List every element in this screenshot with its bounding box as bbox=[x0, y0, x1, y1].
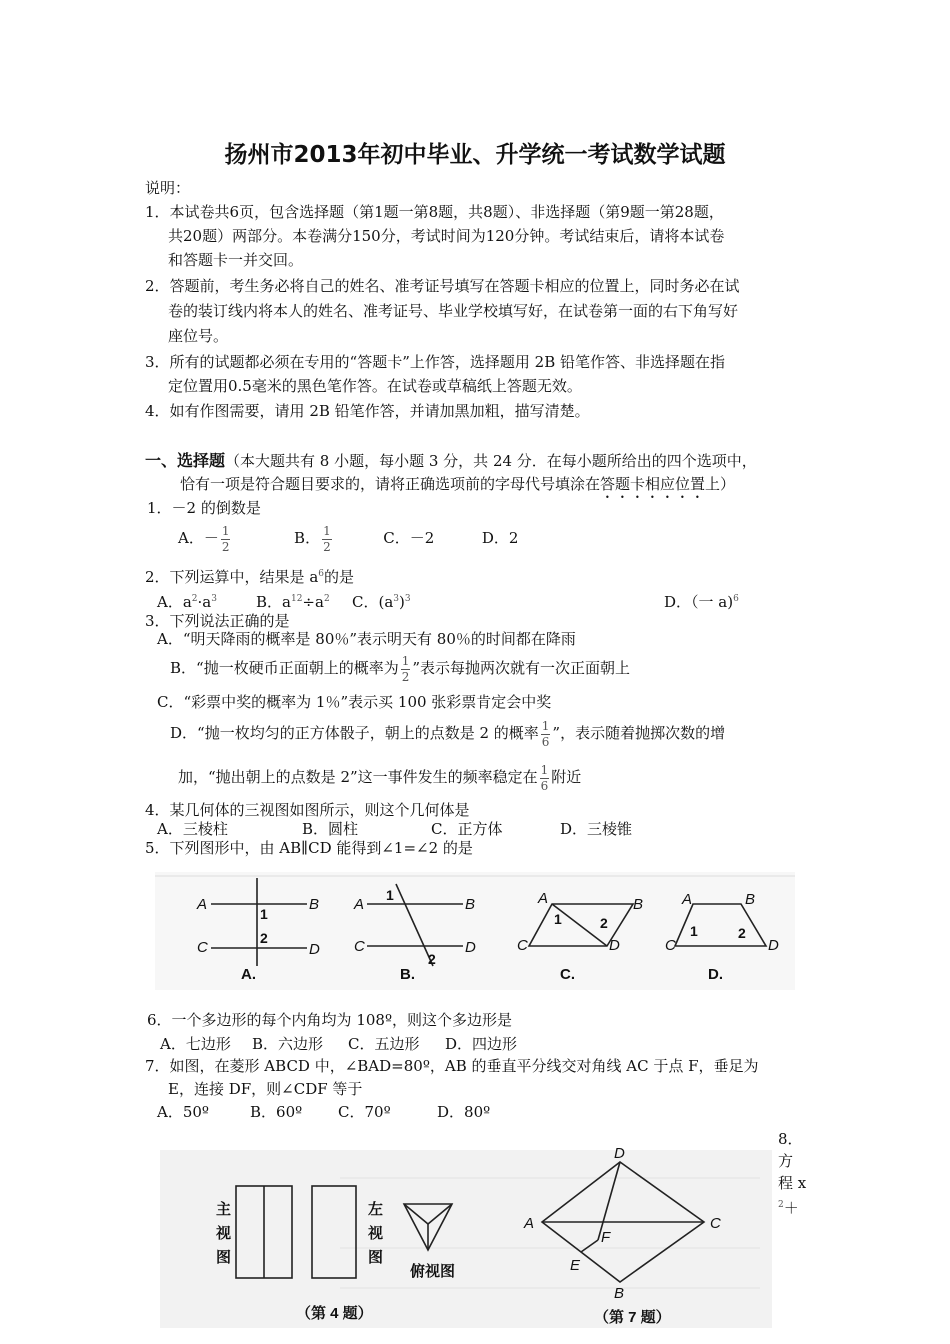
point-label-a: A bbox=[354, 896, 365, 913]
instruction-3-line-2: 定位置用0.5毫米的黑色笔作答。在试卷或草稿纸上答题无效。 bbox=[168, 377, 582, 395]
q8-line-1: 8． bbox=[778, 1130, 803, 1148]
q3-option-d-line-2 bbox=[178, 758, 581, 796]
q8-line-2: 方 bbox=[778, 1152, 794, 1170]
exponent: 3 bbox=[393, 594, 400, 604]
q4-option-d: D．三棱锥 bbox=[560, 820, 633, 838]
q1-option-a: A．－ bbox=[178, 529, 219, 547]
text: ÷a bbox=[302, 593, 324, 611]
fraction bbox=[541, 719, 551, 750]
left-view-label-2: 视 bbox=[368, 1225, 384, 1242]
point-label-b: B bbox=[465, 896, 476, 913]
q1-options bbox=[178, 518, 518, 558]
q2-option-d bbox=[664, 587, 739, 614]
q4-q7-figures bbox=[160, 1138, 772, 1330]
q6-stem: 6．一个多边形的每个内角均为 108º，则这个多边形是 bbox=[147, 1011, 512, 1029]
figure-4-caption: （第 4 题） bbox=[296, 1305, 373, 1322]
instruction-1-line-1: 1．本试卷共6页，包含选择题（第1题一第8题，共8题）、非选择题（第9题一第28题， bbox=[145, 203, 724, 221]
fraction-numerator: 1 bbox=[323, 523, 331, 538]
angle-label-2: 2 bbox=[600, 915, 608, 931]
q5-option-label-d: D. bbox=[708, 966, 723, 983]
q6-option-b: B．六边形 bbox=[252, 1035, 324, 1053]
fraction bbox=[401, 654, 411, 685]
section-1-desc-line-2 bbox=[180, 472, 735, 502]
point-label-c: C bbox=[197, 939, 208, 956]
instruction-4: 4．如有作图需要，请用 2B 铅笔作答，并请加黑加粗，描写清楚。 bbox=[145, 402, 590, 420]
point-label-d: D bbox=[768, 937, 779, 954]
instruction-1-line-2: 共20题）两部分。本卷满分150分，考试时间为120分钟。考试结束后，请将本试卷 bbox=[168, 227, 725, 245]
point-label-f: F bbox=[601, 1229, 611, 1246]
text: B．“抛一枚硬币正面朝上的概率为 bbox=[170, 659, 399, 677]
section-1-desc-2b: 答题卡相应位置 bbox=[600, 475, 706, 493]
point-label-a: A bbox=[524, 1215, 535, 1232]
point-label-d: D bbox=[465, 939, 476, 956]
q4-option-b: B．圆柱 bbox=[302, 820, 359, 838]
q6-option-a: A．七边形 bbox=[160, 1035, 231, 1053]
fraction-denominator: 6 bbox=[540, 778, 549, 793]
angle-label-1: 1 bbox=[554, 911, 562, 927]
q2-stem-text: 2．下列运算中，结果是 a bbox=[145, 568, 319, 586]
section-1-label: 一、选择题 bbox=[145, 451, 226, 470]
q5-stem: 5．下列图形中，由 AB∥CD 能得到∠1=∠2 的是 bbox=[145, 839, 473, 857]
angle-label-1: 1 bbox=[690, 923, 698, 939]
page-title: 扬州市2013年初中毕业、升学统一考试数学试题 bbox=[224, 142, 726, 168]
text: 附近 bbox=[551, 768, 582, 786]
section-1-desc-2c: 上） bbox=[705, 475, 736, 493]
q1-option-a-fraction bbox=[221, 524, 231, 555]
exponent: 3 bbox=[211, 594, 217, 604]
fraction-denominator: 2 bbox=[323, 539, 331, 554]
left-view-label-1: 左 bbox=[368, 1201, 384, 1218]
fraction-denominator: 6 bbox=[541, 734, 550, 749]
q5-option-label-c: C. bbox=[560, 966, 575, 983]
q8-line-4 bbox=[778, 1194, 806, 1219]
fraction-numerator: 1 bbox=[221, 523, 230, 538]
angle-label-2: 2 bbox=[260, 930, 268, 946]
instruction-2-line-1: 2．答题前，考生务必将自己的姓名、准考证号填写在答题卡相应的位置上，同时务必在试 bbox=[145, 277, 740, 295]
instruction-2-line-2: 卷的装订线内将本人的姓名、准考证号、毕业学校填写好，在试卷第一面的右下角写好 bbox=[168, 302, 739, 320]
q3-option-a: A．“明天降雨的概率是 80％”表示明天有 80％的时间都在降雨 bbox=[157, 630, 576, 648]
q1-stem: 1．－2 的倒数是 bbox=[147, 499, 261, 517]
exponent: 2 bbox=[323, 594, 330, 604]
q3-stem: 3．下列说法正确的是 bbox=[145, 612, 290, 630]
q4-option-c: C．正方体 bbox=[431, 820, 503, 838]
q2-stem bbox=[145, 562, 354, 589]
q5-figure bbox=[155, 872, 795, 990]
point-label-b: B bbox=[633, 896, 644, 913]
left-view-label-3: 图 bbox=[368, 1249, 384, 1266]
top-view-label: 俯视图 bbox=[410, 1263, 456, 1280]
exponent: 3 bbox=[404, 594, 411, 604]
section-1-desc-2a: 恰有一项是符合题目要求的，请将正确选项前的字母代号填涂在 bbox=[180, 475, 601, 493]
point-label-c: C bbox=[710, 1215, 721, 1232]
q3-option-d-line-1 bbox=[170, 714, 725, 752]
angle-label-2: 2 bbox=[738, 925, 746, 941]
fraction-numerator: 1 bbox=[540, 762, 549, 777]
q1-option-b: B． bbox=[294, 529, 321, 547]
text: ”表示每抛两次就有一次正面朝上 bbox=[412, 659, 631, 677]
q1-option-b-fraction bbox=[322, 524, 332, 555]
point-label-c: C bbox=[517, 937, 528, 954]
text: ) bbox=[399, 593, 405, 611]
q8-line-3: 程 x bbox=[778, 1174, 807, 1192]
q7-option-d: D．80º bbox=[437, 1103, 491, 1121]
point-label-b: B bbox=[614, 1285, 625, 1302]
text: ”，表示随着抛掷次数的增 bbox=[552, 724, 726, 742]
front-view-label-1: 主 bbox=[216, 1201, 232, 1218]
fraction-numerator: 1 bbox=[541, 718, 550, 733]
point-label-c: C bbox=[665, 937, 676, 954]
exponent: 2 bbox=[191, 594, 198, 604]
fraction-numerator: 1 bbox=[401, 653, 410, 668]
text: ＋ bbox=[783, 1199, 799, 1217]
exponent: 2 bbox=[778, 1200, 784, 1210]
point-label-a: A bbox=[682, 891, 693, 908]
q4-stem: 4．某几何体的三视图如图所示，则这个几何体是 bbox=[145, 801, 470, 819]
point-label-e: E bbox=[570, 1257, 581, 1274]
point-label-c: C bbox=[354, 938, 365, 955]
section-1-desc-1: （本大题共有 8 小题，每小题 3 分，共 24 分．在每小题所给出的四个选项中， bbox=[225, 452, 757, 470]
exponent: 6 bbox=[733, 594, 739, 604]
fraction-denominator: 2 bbox=[401, 669, 410, 684]
q2-stem-text-end: 的是 bbox=[324, 568, 355, 586]
exponent: 12 bbox=[290, 594, 303, 604]
text: 加，“抛出朝上的点数是 2”这一事件发生的频率稳定在 bbox=[178, 768, 538, 786]
q7-option-a: A．50º bbox=[157, 1103, 209, 1121]
point-label-d: D bbox=[614, 1145, 625, 1162]
point-label-b: B bbox=[745, 891, 756, 908]
text: D．“抛一枚均匀的正方体骰子，朝上的点数是 2 的概率 bbox=[170, 724, 539, 742]
text: B．a bbox=[256, 593, 291, 611]
fraction bbox=[540, 763, 550, 794]
instruction-3-line-1: 3．所有的试题都必须在专用的“答题卡”上作答，选择题用 2B 铅笔作答、非选择题在指 bbox=[145, 353, 725, 371]
point-label-a: A bbox=[197, 896, 208, 913]
front-view-label-3: 图 bbox=[216, 1249, 232, 1266]
q2-stem-exponent: 6 bbox=[318, 569, 324, 579]
text: A．a bbox=[157, 593, 192, 611]
point-label-d: D bbox=[609, 937, 620, 954]
angle-label-1: 1 bbox=[260, 906, 268, 922]
instruction-1-line-3: 和答题卡一并交回。 bbox=[168, 251, 304, 269]
angle-label-1: 1 bbox=[386, 887, 394, 903]
instructions-heading: 说明： bbox=[145, 179, 191, 197]
point-label-a: A bbox=[538, 890, 549, 907]
text: C．(a bbox=[352, 593, 394, 611]
q1-option-d: D．2 bbox=[481, 529, 519, 547]
text: ·a bbox=[197, 593, 212, 611]
q2-option-c bbox=[352, 587, 411, 614]
q4-option-a: A．三棱柱 bbox=[157, 820, 228, 838]
q8-stem bbox=[778, 1128, 806, 1219]
q3-option-c: C．“彩票中奖的概率为 1％”表示买 100 张彩票肯定会中奖 bbox=[157, 693, 552, 711]
q6-option-d: D．四边形 bbox=[445, 1035, 518, 1053]
point-label-b: B bbox=[309, 896, 320, 913]
q6-option-c: C．五边形 bbox=[348, 1035, 420, 1053]
q5-option-label-b: B. bbox=[400, 966, 415, 983]
q7-option-c: C．70º bbox=[338, 1103, 391, 1121]
q7-stem-line-1: 7．如图，在菱形 ABCD 中，∠BAD=80º，AB 的垂直平分线交对角线 AC 于点 F，垂足为 bbox=[145, 1057, 759, 1075]
q7-option-b: B．60º bbox=[250, 1103, 303, 1121]
text: D．（一 a) bbox=[664, 593, 734, 611]
fraction-denominator: 2 bbox=[221, 539, 230, 554]
point-label-d: D bbox=[309, 941, 320, 958]
instruction-2-line-3: 座位号。 bbox=[168, 327, 229, 345]
q1-option-c: C．－2 bbox=[383, 529, 435, 547]
figure-7-caption: （第 7 题） bbox=[594, 1309, 671, 1326]
q5-option-label-a: A. bbox=[241, 966, 256, 983]
section-1-header bbox=[145, 449, 757, 473]
q7-stem-line-2: E，连接 DF，则∠CDF 等于 bbox=[168, 1080, 363, 1098]
angle-label-2: 2 bbox=[428, 951, 436, 967]
q3-option-b bbox=[170, 650, 630, 686]
front-view-label-2: 视 bbox=[216, 1225, 232, 1242]
